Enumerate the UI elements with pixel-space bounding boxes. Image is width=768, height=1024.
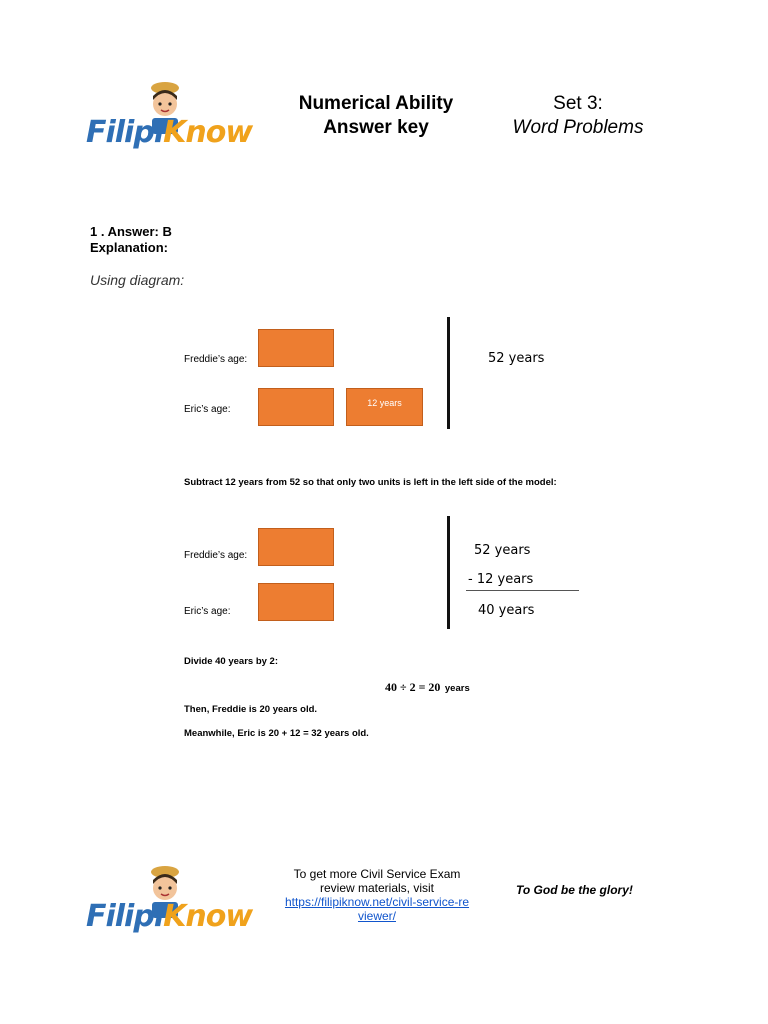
footer-logo-text-part1: Filipi <box>86 899 164 934</box>
total-years: 52 years <box>488 351 545 366</box>
title-line1: Numerical Ability <box>298 93 454 114</box>
step1-text: Subtract 12 years from 52 so that only two units is left in the left side of the model: <box>184 477 557 488</box>
set-line2: Word Problems <box>512 117 644 138</box>
subtraction-result: 40 years <box>478 603 535 618</box>
equation <box>385 678 470 696</box>
eric-label: Eric’s age: <box>184 404 231 415</box>
filipiknow-logo <box>86 78 258 168</box>
logo-text-part2: Know <box>163 115 253 150</box>
bracket-line-2 <box>447 516 450 629</box>
answer-line: 1 . Answer: B <box>90 224 172 239</box>
subtraction-line2: - 12 years <box>468 572 534 587</box>
promo-line1: To get more Civil Service Exam <box>293 867 461 881</box>
reviewer-link[interactable]: https://filipiknow.net/civil-service-reviewer/ <box>284 895 470 923</box>
step3-text: Then, Freddie is 20 years old. <box>184 704 318 715</box>
logo-text-part1: Filipi <box>86 115 164 150</box>
footer-filipiknow-logo <box>86 862 258 952</box>
explanation-label: Explanation: <box>90 240 169 255</box>
eric-label-2: Eric’s age: <box>184 606 231 617</box>
subtraction-line1: 52 years <box>474 543 531 558</box>
page-title <box>276 92 476 140</box>
footer-logo-text-part2: Know <box>163 899 253 934</box>
equation-unit: years <box>444 683 470 694</box>
subtraction-rule <box>466 590 579 591</box>
freddie-label-2: Freddie’s age: <box>184 550 248 561</box>
freddie-unit-box <box>258 329 334 367</box>
extra-box-label: 12 years <box>367 398 402 408</box>
set-line1: Set 3: <box>553 93 603 114</box>
footer-glory: To God be the glory! <box>516 883 633 897</box>
freddie-unit-box-2 <box>258 528 334 566</box>
method-label: Using diagram: <box>90 272 185 288</box>
bracket-line-1 <box>447 317 450 429</box>
set-heading <box>494 92 662 140</box>
freddie-label: Freddie’s age: <box>184 354 248 365</box>
step2-text: Divide 40 years by 2: <box>184 656 278 667</box>
eric-unit-box-2 <box>258 583 334 621</box>
title-line2: Answer key <box>323 117 429 138</box>
footer-promo <box>272 867 482 923</box>
step4-text: Meanwhile, Eric is 20 + 12 = 32 years old. <box>184 728 369 739</box>
extra-12-years-box <box>346 388 423 426</box>
equation-expression: 40 ÷ 2 = 20 <box>385 680 441 694</box>
promo-line2: review materials, visit <box>319 881 435 895</box>
eric-unit-box <box>258 388 334 426</box>
